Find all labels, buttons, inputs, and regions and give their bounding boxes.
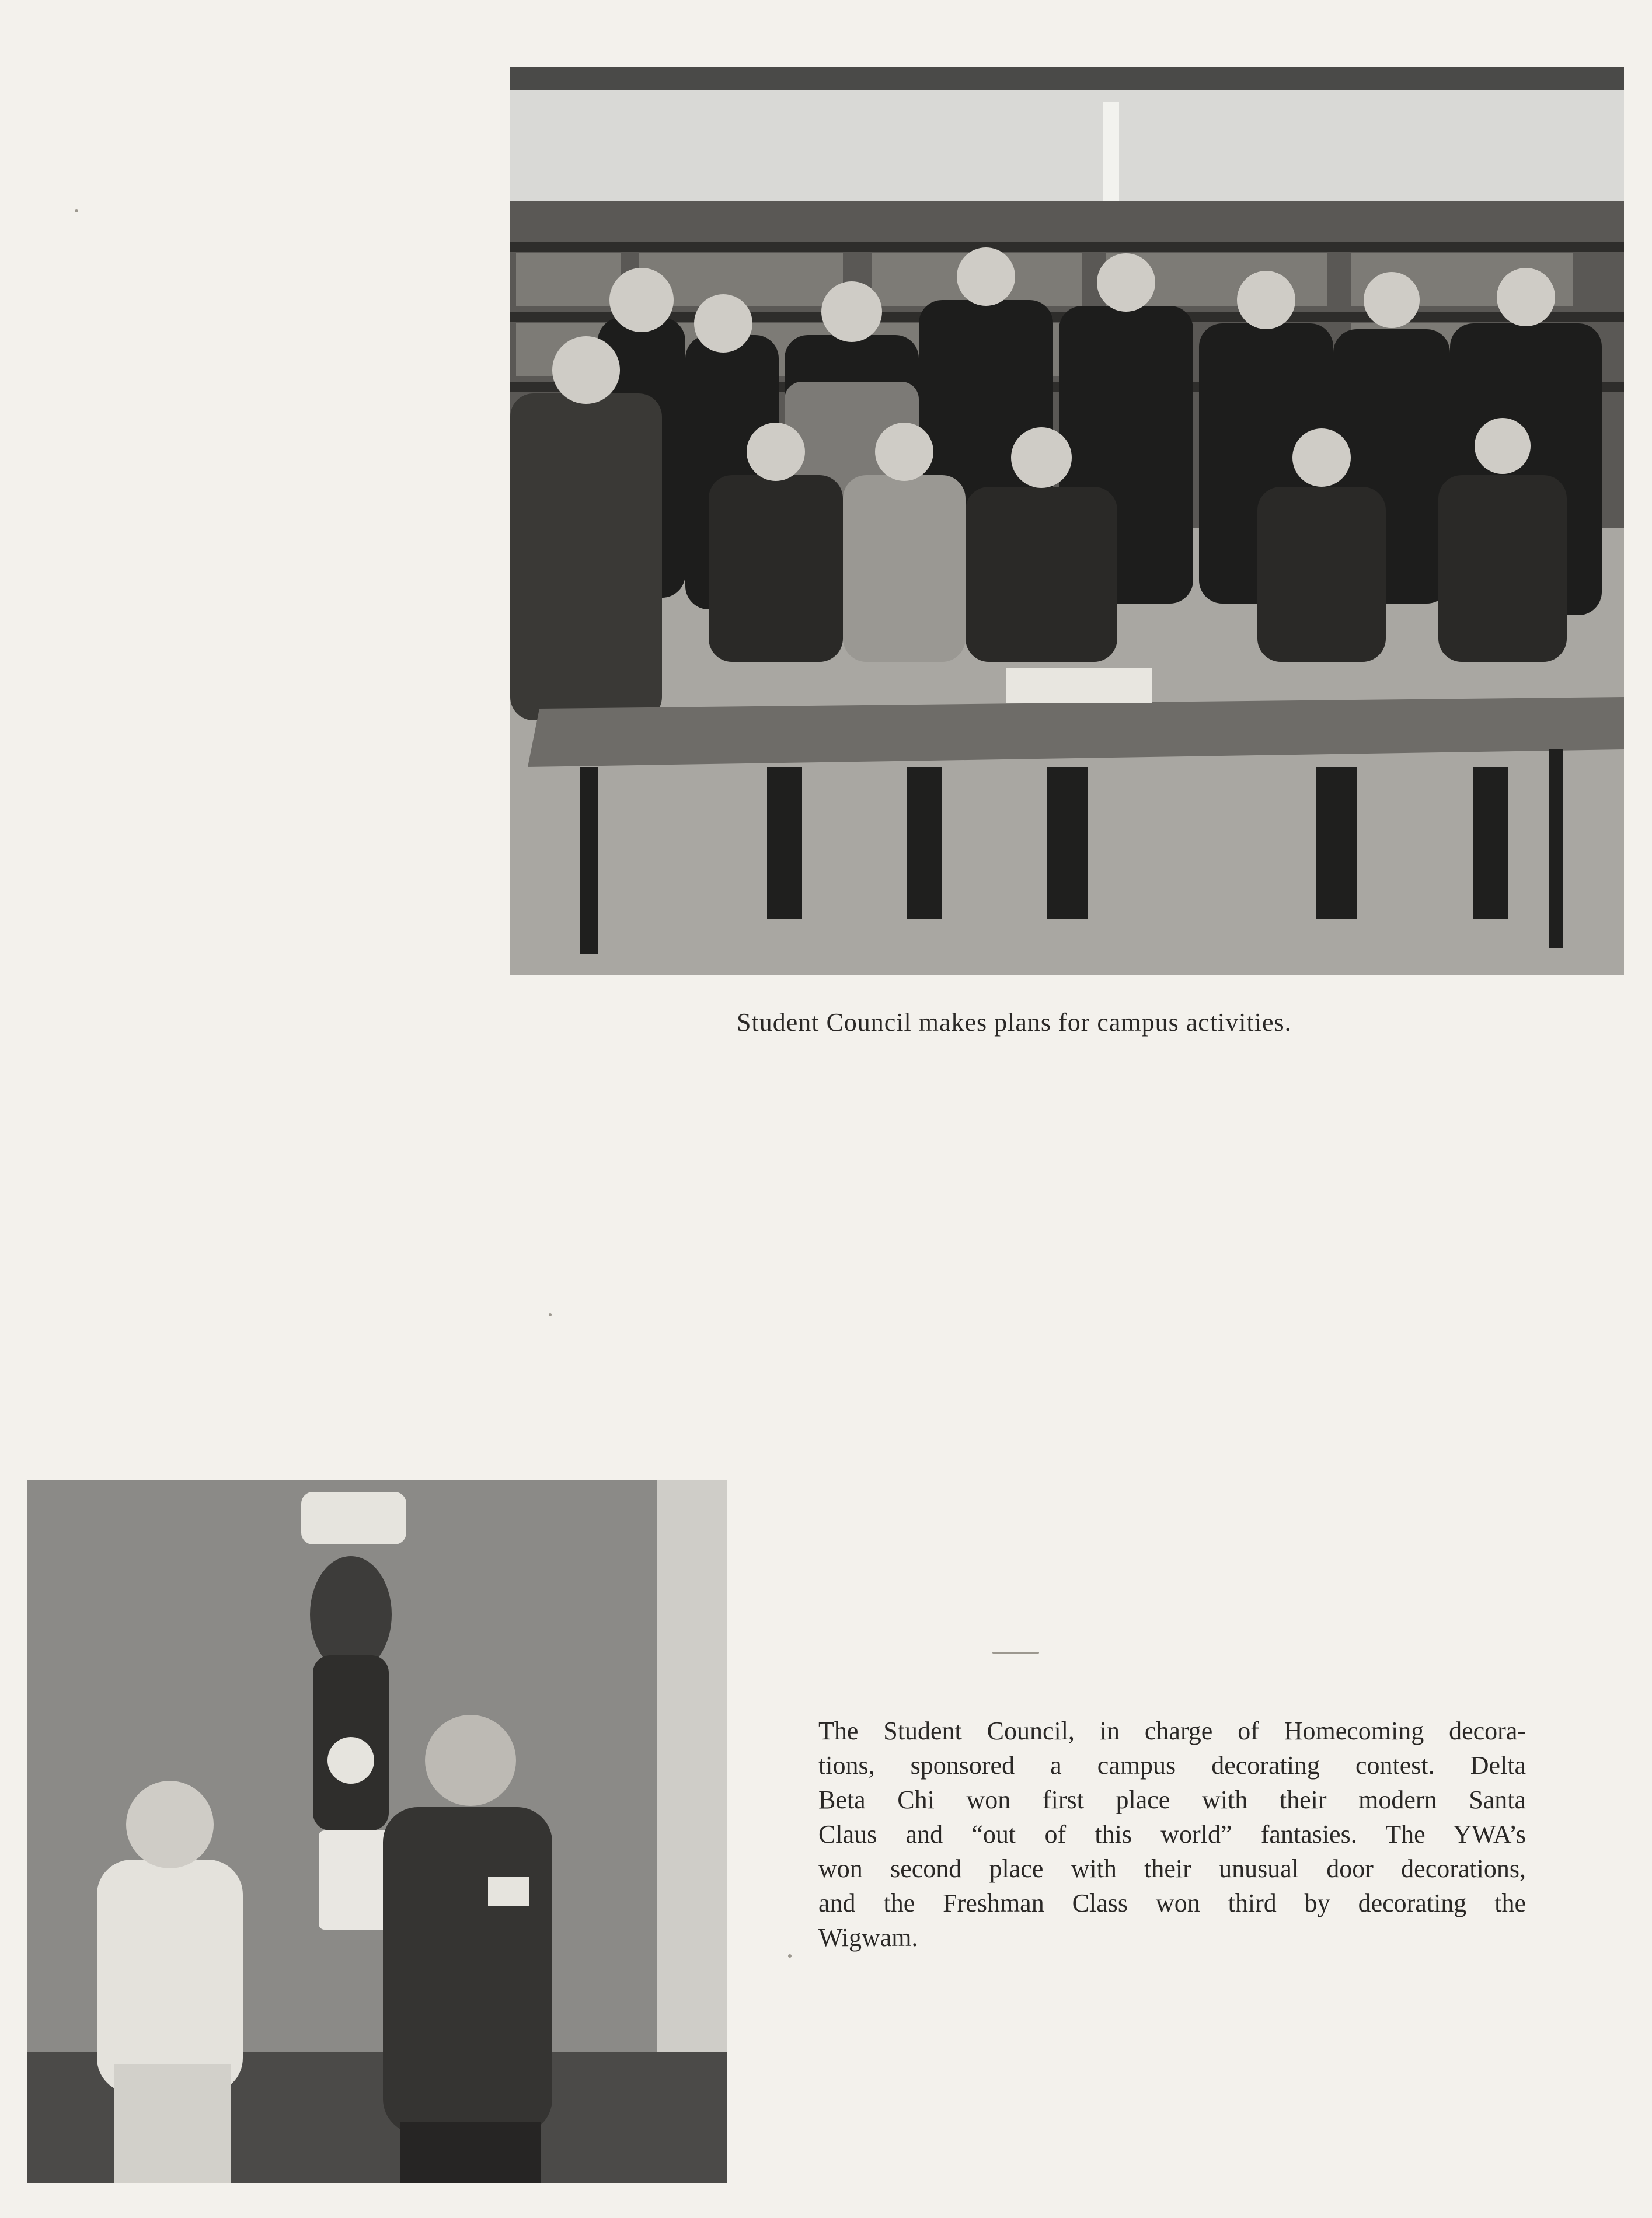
homecoming-decorations-photo [27,1480,727,2183]
caption-line: Claus and “out of this world” fantasies. The YWA’s [818,1820,1526,1849]
paper-speck [75,209,78,212]
paper-speck [788,1954,792,1958]
paper-speck [549,1313,552,1316]
student-council-photo-image [510,67,1624,975]
caption-line: and the Freshman Class won third by decorating the [818,1889,1526,1917]
caption-line: Beta Chi won first place with their modern Santa [818,1785,1526,1814]
homecoming-decorations-photo-image [27,1480,727,2183]
homecoming-caption [818,1714,1526,1955]
caption-line: The Student Council, in charge of Homecoming decora- [818,1717,1526,1745]
student-council-caption: Student Council makes plans for campus activities. [737,1008,1292,1037]
caption-line: tions, sponsored a campus decorating contest. Delta [818,1751,1526,1780]
student-council-photo [510,67,1624,975]
caption-line: Wigwam. [818,1923,918,1952]
paper-speck [992,1652,1039,1654]
caption-line: won second place with their unusual door decorations, [818,1854,1526,1883]
